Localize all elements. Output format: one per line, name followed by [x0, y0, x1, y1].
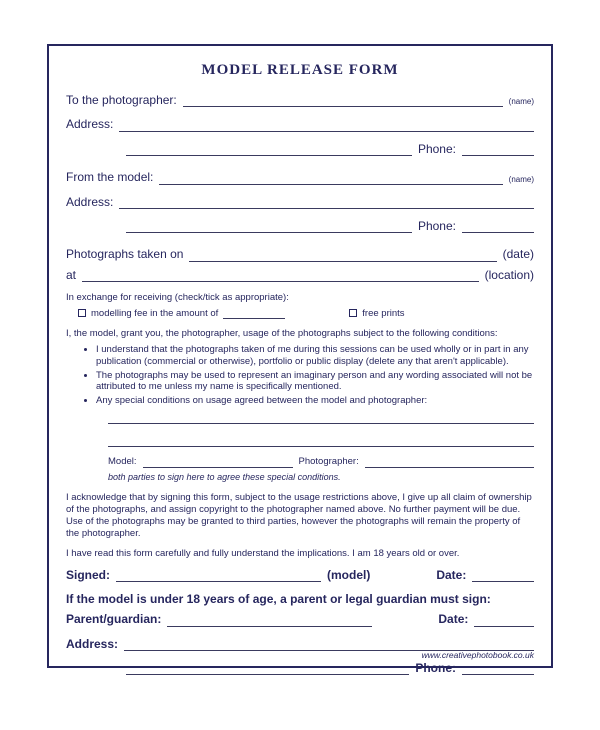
- model-name-input[interactable]: [159, 172, 502, 185]
- grant-bullets: [66, 344, 534, 407]
- guardian-sign-row: [66, 612, 534, 626]
- modelling-fee-label: modelling fee in the amount of: [91, 308, 219, 319]
- special-photographer-label: Photographer:: [298, 456, 359, 468]
- special-model-sign-input[interactable]: [143, 457, 293, 468]
- photos-location-row: [66, 268, 534, 282]
- photos-date-row: [66, 247, 534, 261]
- fee-amount-input[interactable]: [223, 309, 285, 319]
- guardian-intro: If the model is under 18 years of age, a parent or legal guardian must sign:: [66, 591, 491, 606]
- model-address-row: [66, 195, 534, 209]
- photographer-name-hint: (name): [508, 97, 534, 107]
- photos-date-input[interactable]: [189, 249, 496, 262]
- grant-bullet-1: • I understand that the photographs taken of me during this sessions can be used wholly or in part in any publication (commercial or otherwise), portfolio or public display (delete any that aren't applicable).: [96, 344, 534, 368]
- model-phone-label: Phone:: [417, 218, 456, 233]
- signed-input[interactable]: [116, 569, 321, 582]
- special-sign-note: both parties to sign here to agree these special conditions.: [108, 472, 341, 483]
- photographer-address-row: [66, 117, 534, 131]
- model-name-hint: (name): [508, 174, 534, 184]
- grant-bullet-3: • Any special conditions on usage agreed between the model and photographer:: [96, 395, 534, 407]
- guardian-address-row: [66, 637, 534, 651]
- guardian-address-label: Address:: [66, 636, 119, 651]
- free-prints-label: free prints: [362, 308, 405, 319]
- acknowledge-paragraph: I acknowledge that by signing this form, subject to the usage restrictions above, I give up all claim of ownership of the photographs, and assign copyright to the photographer named above. No further payment will be due. Use of the photographs may be granted to third parties, however the photographs will remain the property of the photographer.: [66, 492, 532, 539]
- guardian-phone-input[interactable]: [462, 662, 534, 675]
- special-photographer-sign-input[interactable]: [365, 455, 534, 468]
- read-understand-paragraph: I have read this form carefully and fully understand the implications. I am 18 years old or over.: [66, 547, 460, 559]
- special-conditions-line2-row: [108, 434, 534, 447]
- model-address2-input[interactable]: [126, 220, 412, 233]
- modelling-fee-checkbox[interactable]: [78, 309, 86, 317]
- grant-intro: I, the model, grant you, the photographer, usage of the photographs subject to the following conditions:: [66, 327, 498, 339]
- free-prints-checkbox[interactable]: [349, 309, 357, 317]
- exchange-options-row: [78, 308, 534, 320]
- photographer-name-row: [66, 93, 534, 107]
- signed-label: Signed:: [66, 567, 110, 582]
- model-name-row: [66, 170, 534, 184]
- photographer-phone-input[interactable]: [462, 143, 534, 156]
- photographer-label: To the photographer:: [66, 93, 177, 107]
- at-label: at: [66, 267, 77, 282]
- date-hint: (date): [502, 247, 534, 262]
- model-address-label: Address:: [66, 194, 114, 209]
- photographer-address-label: Address:: [66, 117, 114, 132]
- guardian-address2-row: [126, 661, 534, 675]
- photographer-name-input[interactable]: [183, 94, 503, 107]
- model-label: From the model:: [66, 170, 154, 185]
- special-conditions-line1-input[interactable]: [108, 411, 534, 424]
- guardian-date-input[interactable]: [474, 614, 534, 627]
- special-conditions-line2-input[interactable]: [108, 434, 534, 447]
- signed-model-hint: (model): [327, 567, 371, 582]
- photographer-address2-input[interactable]: [126, 143, 412, 156]
- signed-date-input[interactable]: [472, 569, 534, 582]
- photographer-phone-label: Phone:: [417, 141, 456, 156]
- photographer-address2-row: [126, 142, 534, 156]
- special-model-label: Model:: [108, 456, 137, 468]
- guardian-label: Parent/guardian:: [66, 612, 162, 627]
- model-phone-input[interactable]: [462, 220, 534, 233]
- footer-url: www.creativephotobook.co.uk: [421, 650, 534, 660]
- taken-on-label: Photographs taken on: [66, 247, 184, 262]
- special-conditions-line1-row: [108, 411, 534, 424]
- form-title: MODEL RELEASE FORM: [201, 62, 399, 78]
- photographer-address-input[interactable]: [119, 119, 534, 132]
- model-address-input[interactable]: [119, 196, 534, 209]
- signed-row: [66, 568, 534, 582]
- guardian-date-label: Date:: [438, 612, 469, 627]
- grant-bullet-2: • The photographs may be used to represent an imaginary person and any wording associated will not be attributed to me unless my name is specifically mentioned.: [96, 370, 534, 394]
- special-signatures-row: [108, 455, 534, 468]
- form-page: [47, 44, 553, 676]
- guardian-sign-input[interactable]: [167, 614, 372, 627]
- guardian-address2-input[interactable]: [126, 662, 409, 675]
- model-address2-row: [126, 219, 534, 233]
- signed-date-label: Date:: [436, 567, 467, 582]
- location-hint: (location): [484, 267, 534, 282]
- photos-location-input[interactable]: [82, 269, 479, 282]
- guardian-phone-label: Phone:: [415, 661, 456, 676]
- exchange-intro: In exchange for receiving (check/tick as appropriate):: [66, 292, 289, 304]
